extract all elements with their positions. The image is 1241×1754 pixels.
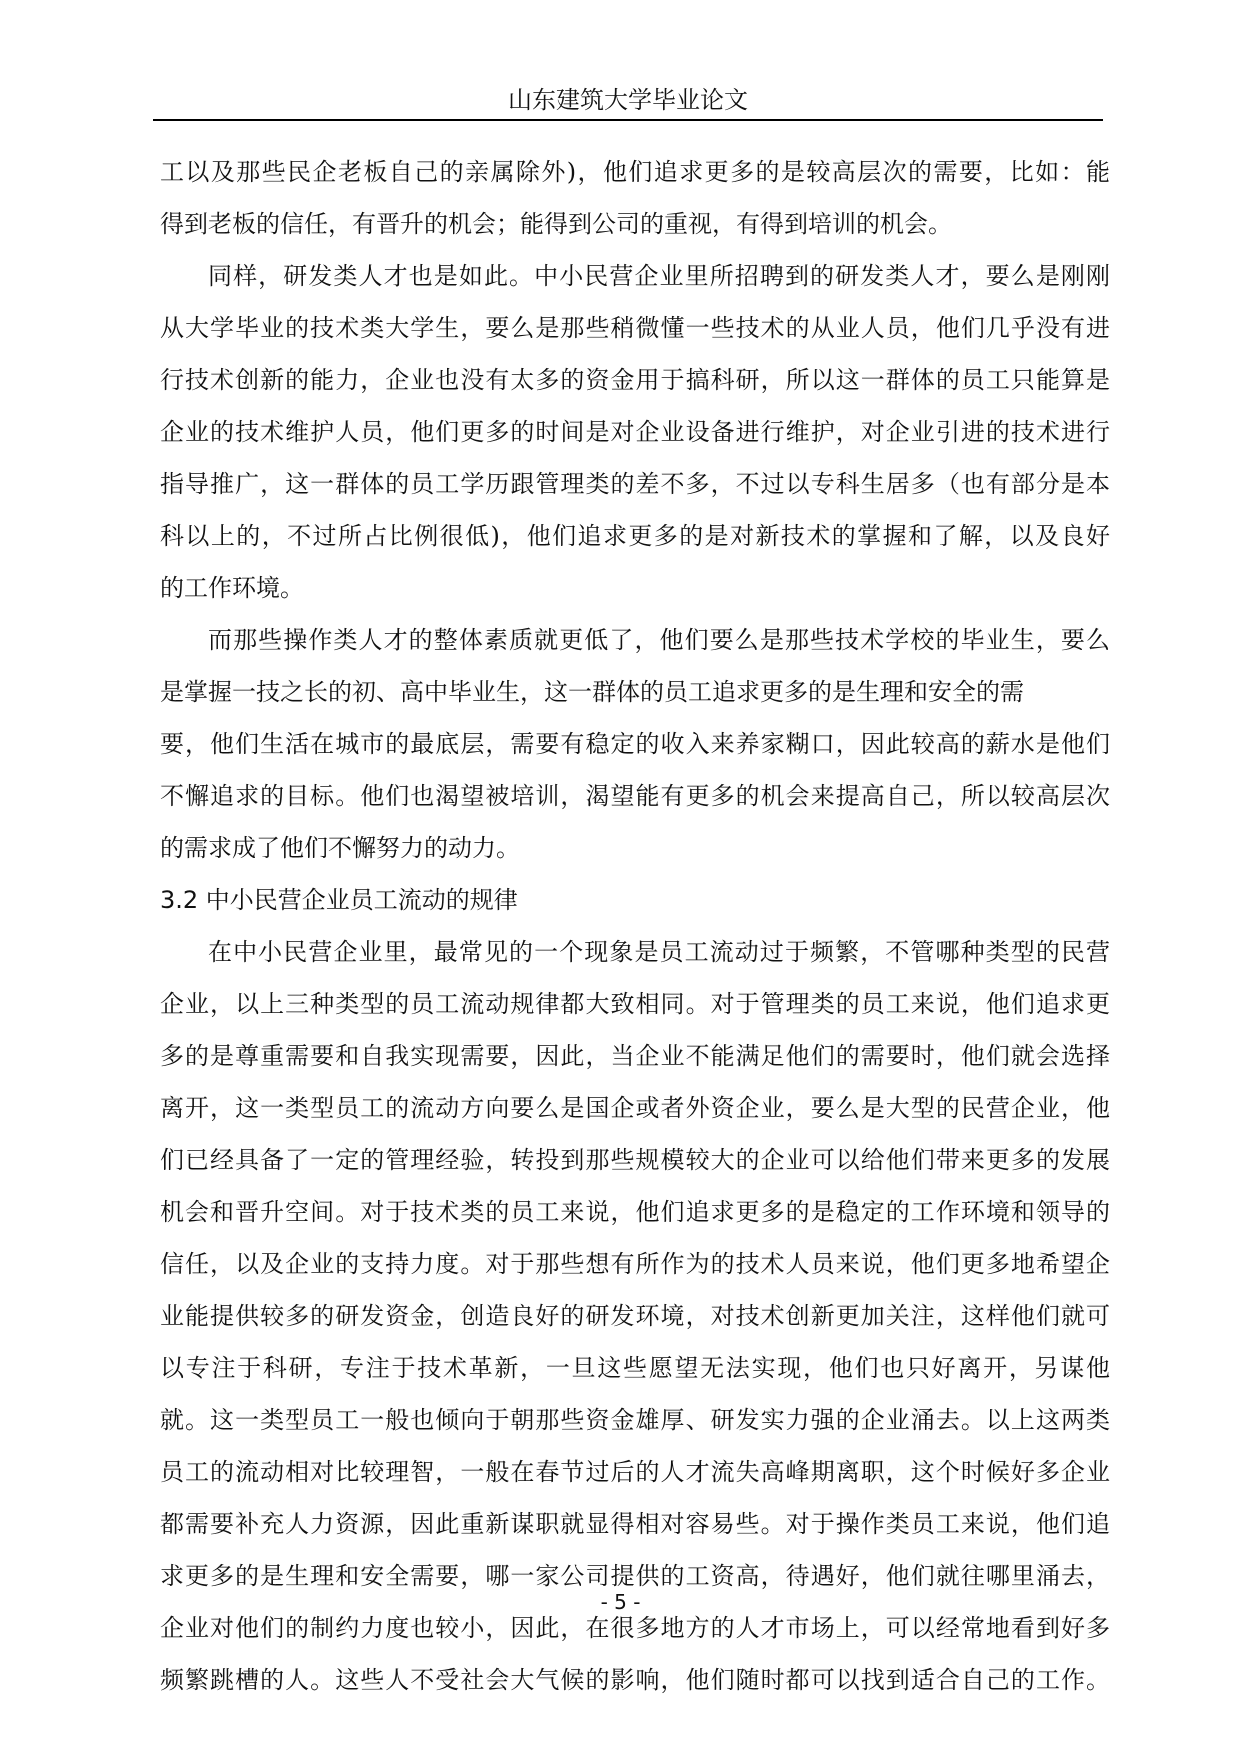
text-line: 都需要补充人力资源，因此重新谋职就显得相对容易些。对于操作类员工来说，他们追 <box>160 1510 1110 1538</box>
text-line: 求更多的是生理和安全需要，哪一家公司提供的工资高，待遇好，他们就往哪里涌去， <box>160 1562 1110 1590</box>
text-line: 就。这一类型员工一般也倾向于朝那些资金雄厚、研发实力强的企业涌去。以上这两类 <box>160 1406 1110 1434</box>
text-line: 业能提供较多的研发资金，创造良好的研发环境，对技术创新更加关注，这样他们就可 <box>160 1302 1110 1330</box>
text-line: 从大学毕业的技术类大学生，要么是那些稍微懂一些技术的从业人员，他们几乎没有进 <box>160 314 1110 342</box>
text-line: 员工的流动相对比较理智，一般在春节过后的人才流失高峰期离职，这个时候好多企业 <box>160 1458 1110 1486</box>
text-line: 以专注于科研，专注于技术革新，一旦这些愿望无法实现，他们也只好离开，另谋他 <box>160 1354 1110 1382</box>
text-line: 频繁跳槽的人。这些人不受社会大气候的影响，他们随时都可以找到适合自己的工作。 <box>160 1666 1110 1694</box>
text-line: 的工作环境。 <box>160 574 304 602</box>
text-line: 的需求成了他们不懈努力的动力。 <box>160 834 520 862</box>
text-line: 工以及那些民企老板自己的亲属除外)，他们追求更多的是较高层次的需要，比如：能 <box>160 158 1110 186</box>
text-line: 企业，以上三种类型的员工流动规律都大致相同。对于管理类的员工来说，他们追求更 <box>160 990 1110 1018</box>
text-line: 得到老板的信任，有晋升的机会；能得到公司的重视，有得到培训的机会。 <box>160 210 952 238</box>
text-line: 们已经具备了一定的管理经验，转投到那些规模较大的企业可以给他们带来更多的发展 <box>160 1146 1110 1174</box>
page-header-title: 山东建筑大学毕业论文 <box>508 86 748 114</box>
text-line: 同样，研发类人才也是如此。中小民营企业里所招聘到的研发类人才，要么是刚刚 <box>208 262 1110 290</box>
text-line: 企业的技术维护人员，他们更多的时间是对企业设备进行维护，对企业引进的技术进行 <box>160 418 1110 446</box>
text-line: 信任，以及企业的支持力度。对于那些想有所作为的技术人员来说，他们更多地希望企 <box>160 1250 1110 1278</box>
text-line: 行技术创新的能力，企业也没有太多的资金用于搞科研，所以这一群体的员工只能算是 <box>160 366 1110 394</box>
text-line: 是掌握一技之长的初、高中毕业生，这一群体的员工追求更多的是生理和安全的需 <box>160 678 1024 706</box>
section-heading: 3.2 中小民营企业员工流动的规律 <box>160 886 518 914</box>
page-number: - 5 - <box>600 1590 641 1614</box>
text-line: 要，他们生活在城市的最底层，需要有稳定的收入来养家糊口，因此较高的薪水是他们 <box>160 730 1110 758</box>
text-line: 在中小民营企业里，最常见的一个现象是员工流动过于频繁，不管哪种类型的民营 <box>208 938 1110 966</box>
text-line: 企业对他们的制约力度也较小，因此，在很多地方的人才市场上，可以经常地看到好多 <box>160 1614 1110 1642</box>
text-line: 指导推广，这一群体的员工学历跟管理类的差不多，不过以专科生居多（也有部分是本 <box>160 470 1110 498</box>
text-line: 机会和晋升空间。对于技术类的员工来说，他们追求更多的是稳定的工作环境和领导的 <box>160 1198 1110 1226</box>
text-line: 多的是尊重需要和自我实现需要，因此，当企业不能满足他们的需要时，他们就会选择 <box>160 1042 1110 1070</box>
document-body <box>160 146 1110 1706</box>
text-line: 离开，这一类型员工的流动方向要么是国企或者外资企业，要么是大型的民营企业，他 <box>160 1094 1110 1122</box>
text-line: 科以上的，不过所占比例很低)，他们追求更多的是对新技术的掌握和了解，以及良好 <box>160 522 1110 550</box>
text-line: 不懈追求的目标。他们也渴望被培训，渴望能有更多的机会来提高自己，所以较高层次 <box>160 782 1110 810</box>
header-rule <box>153 119 1103 121</box>
text-line: 而那些操作类人才的整体素质就更低了，他们要么是那些技术学校的毕业生，要么 <box>208 626 1110 654</box>
